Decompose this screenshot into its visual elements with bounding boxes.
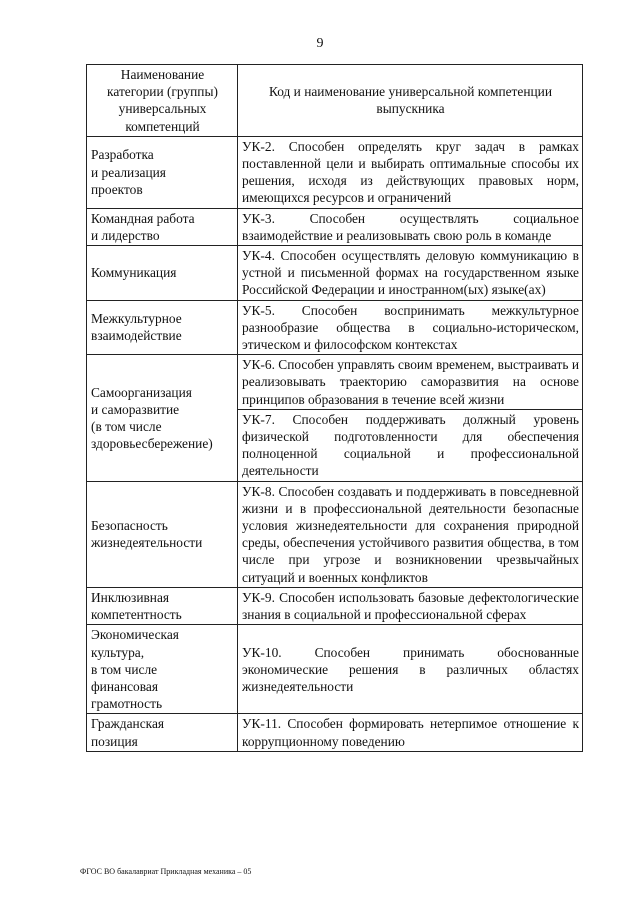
category-cell: Коммуникация (87, 246, 238, 301)
header-category: Наименование категории (группы) универсальных компетенций (87, 65, 238, 137)
category-cell: Безопасность жизнедеятельности (87, 481, 238, 587)
page-number: 9 (316, 36, 324, 51)
page-footer: ФГОС ВО бакалавриат Прикладная механика – 05 (80, 867, 252, 876)
category-cell: Инклюзивная компетентность (87, 587, 238, 624)
competency-cell: УК-2. Способен определять круг задач в рамках поставленной цели и выбирать оптимальные способы их решения, исходя из действующих правовых норм, имеющихся ресурсов и ограничений (238, 136, 583, 208)
competency-cell: УК-7. Способен поддерживать должный уровень физической подготовленности для обеспечения полноценной социальной и профессиональной деятельности (238, 409, 583, 481)
table-row (87, 208, 583, 245)
competency-cell: УК-5. Способен воспринимать межкультурное разнообразие общества в социально-историческом, этическом и философском контекстах (238, 300, 583, 355)
competency-cell: УК-4. Способен осуществлять деловую коммуникацию в устной и письменной формах на государственном языке Российской Федерации и иностранном(ых) языке(ах) (238, 246, 583, 301)
competency-cell: УК-11. Способен формировать нетерпимое отношение к коррупционному поведению (238, 714, 583, 751)
category-cell: Межкультурное взаимодействие (87, 300, 238, 355)
table-row (87, 587, 583, 624)
table-row (87, 136, 583, 208)
table-row (87, 625, 583, 714)
category-cell: Экономическая культура, в том числе финансовая грамотность (87, 625, 238, 714)
table-row (87, 300, 583, 355)
competencies-table (86, 64, 583, 752)
competency-cell: УК-8. Способен создавать и поддерживать в повседневной жизни и в профессиональной деятельности безопасные условия жизнедеятельности для сохранения природной среды, обеспечения устойчивого развития общества, в том числе при угрозе и возникновении чрезвычайных ситуаций и военных конфликтов (238, 481, 583, 587)
table-row (87, 246, 583, 301)
table-row (87, 355, 583, 410)
table-row (87, 481, 583, 587)
table-header-row (87, 65, 583, 137)
header-code: Код и наименование универсальной компетенции выпускника (238, 65, 583, 137)
category-cell: Самоорганизация и саморазвитие (в том числе здоровьесбережение) (87, 355, 238, 481)
competency-cell: УК-6. Способен управлять своим временем, выстраивать и реализовывать траекторию саморазвития на основе принципов образования в течение всей жизни (238, 355, 583, 410)
table-row (87, 714, 583, 751)
competency-cell: УК-10. Способен принимать обоснованные экономические решения в различных областях жизнедеятельности (238, 625, 583, 714)
category-cell: Разработка и реализация проектов (87, 136, 238, 208)
category-cell: Командная работа и лидерство (87, 208, 238, 245)
competency-cell: УК-9. Способен использовать базовые дефектологические знания в социальной и профессиональной сферах (238, 587, 583, 624)
category-cell: Гражданская позиция (87, 714, 238, 751)
competency-cell: УК-3. Способен осуществлять социальное взаимодействие и реализовывать свою роль в команде (238, 208, 583, 245)
